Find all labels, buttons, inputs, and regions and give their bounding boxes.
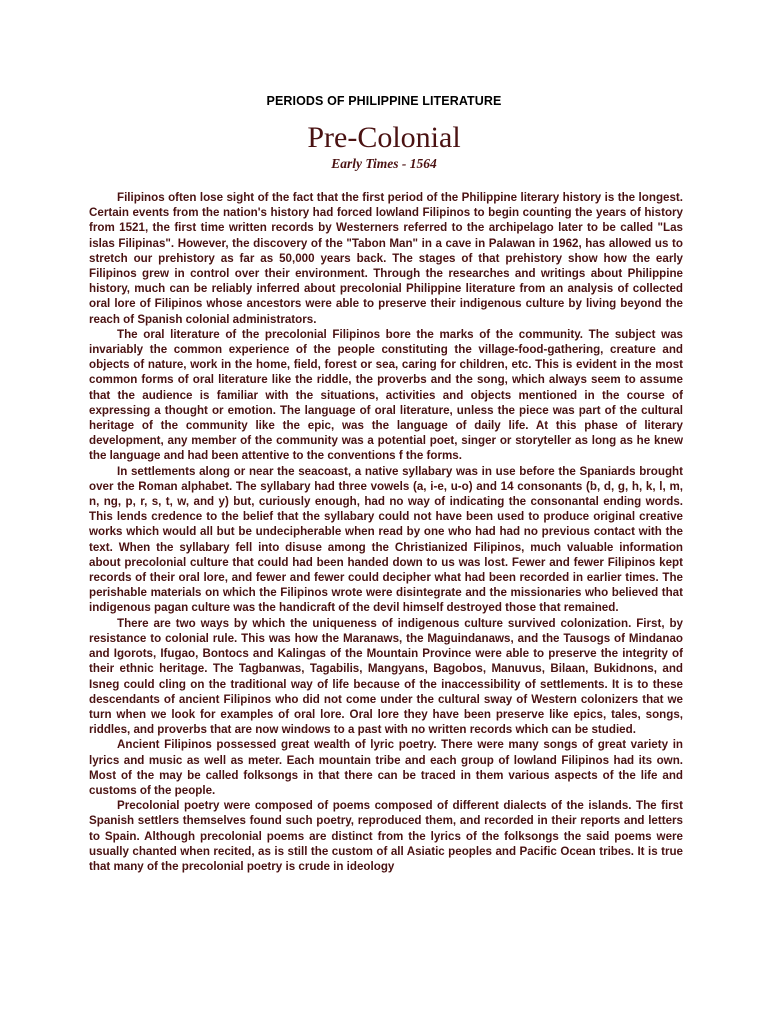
paragraph-3: In settlements along or near the seacoast, a native syllabary was in use before the Spaniards brought over the Roman alphabet. The syllabary had three vowels (a, i-e, u-o) and 14 consonants (b, d, g, h, k, l, m, n, ng, p, r, s, t, w, and y) but, curiously enough, had no way of indicating the consonantal ending words. This lends credence to the belief that the syllabary could not have been used to produce original creative works which would all but be undecipherable when read by one who had had no previous contact with the text. When the syllabary fell into disuse among the Christianized Filipinos, much valuable information about precolonial culture that could had been handed down to us was lost. Fewer and fewer Filipinos kept records of their oral lore, and fewer and fewer could decipher what had been recorded in earlier times. The perishable materials on which the Filipinos wrote were disintegrate and the missionaries who believed that indigenous pagan culture was the handicraft of the devil himself destroyed those that remained. (89, 464, 683, 615)
paragraph-2: The oral literature of the precolonial Filipinos bore the marks of the community. The subject was invariably the common experience of the people constituting the village-food-gathering, creature and objects of nature, work in the home, field, forest or sea, caring for children, etc. This is evident in the most common forms of oral literature like the riddle, the proverbs and the song, which always seem to assume that the audience is familiar with the situations, activities and objects mentioned in the course of expressing a thought or emotion. The language of oral literature, unless the piece was part of the cultural heritage of the community like the epic, was the language of daily life. At this phase of literary development, any member of the community was a potential poet, singer or storyteller as long as he knew the language and had been attentive to the conventions f the forms. (89, 327, 683, 463)
document-body (89, 190, 683, 874)
page-subtitle: Early Times - 1564 (331, 156, 437, 171)
paragraph-4: There are two ways by which the uniqueness of indigenous culture survived colonization. First, by resistance to colonial rule. This was how the Maranaws, the Maguindanaws, and the Tausogs of Mindanao and Igorots, Ifugao, Bontocs and Kalingas of the Mountain Province were able to preserve the integrity of their ethnic heritage. The Tagbanwas, Tagabilis, Mangyans, Bagobos, Manuvus, Bilaan, Bukidnons, and Isneg could cling on the traditional way of life because of the inaccessibility of settlements. It is to these descendants of ancient Filipinos who did not come under the cultural sway of Western colonizers that we turn when we look for examples of oral lore. Oral lore they have been preserve like epics, tales, songs, riddles, and proverbs that are now windows to a past with no written records which can be studied. (89, 616, 683, 737)
paragraph-5: Ancient Filipinos possessed great wealth of lyric poetry. There were many songs of great variety in lyrics and music as well as meter. Each mountain tribe and each group of lowland Filipinos had its own. Most of the may be called folksongs in that there can be traced in them various aspects of the life and customs of the people. (89, 738, 683, 797)
document-header: PERIODS OF PHILIPPINE LITERATURE (266, 94, 502, 108)
paragraph-1: Filipinos often lose sight of the fact that the first period of the Philippine literary history is the longest. Certain events from the nation's history had forced lowland Filipinos to begin counting the years of history from 1521, the first time written records by Westerners referred to the archipelago later to be called "Las islas Filipinas". However, the discovery of the "Tabon Man" in a cave in Palawan in 1962, has allowed us to stretch our prehistory as far as 50,000 years back. The stages of that prehistory show how the early Filipinos grew in control over their environment. Through the researches and writings about Philippine history, much can be reliably inferred about precolonial Philippine literature from an analysis of collected oral lore of Filipinos whose ancestors were able to preserve their indigenous culture by living beyond the reach of Spanish colonial administrators. (89, 191, 683, 326)
page-title: Pre-Colonial (307, 121, 461, 154)
paragraph-6: Precolonial poetry were composed of poems composed of different dialects of the islands. The first Spanish settlers themselves found such poetry, reproduced them, and recorded in their reports and letters to Spain. Although precolonial poems are distinct from the lyrics of the folksongs the said poems were usually chanted when recited, as is still the custom of all Asiatic peoples and Pacific Ocean tribes. It is true that many of the precolonial poetry is crude in ideology (89, 799, 683, 873)
